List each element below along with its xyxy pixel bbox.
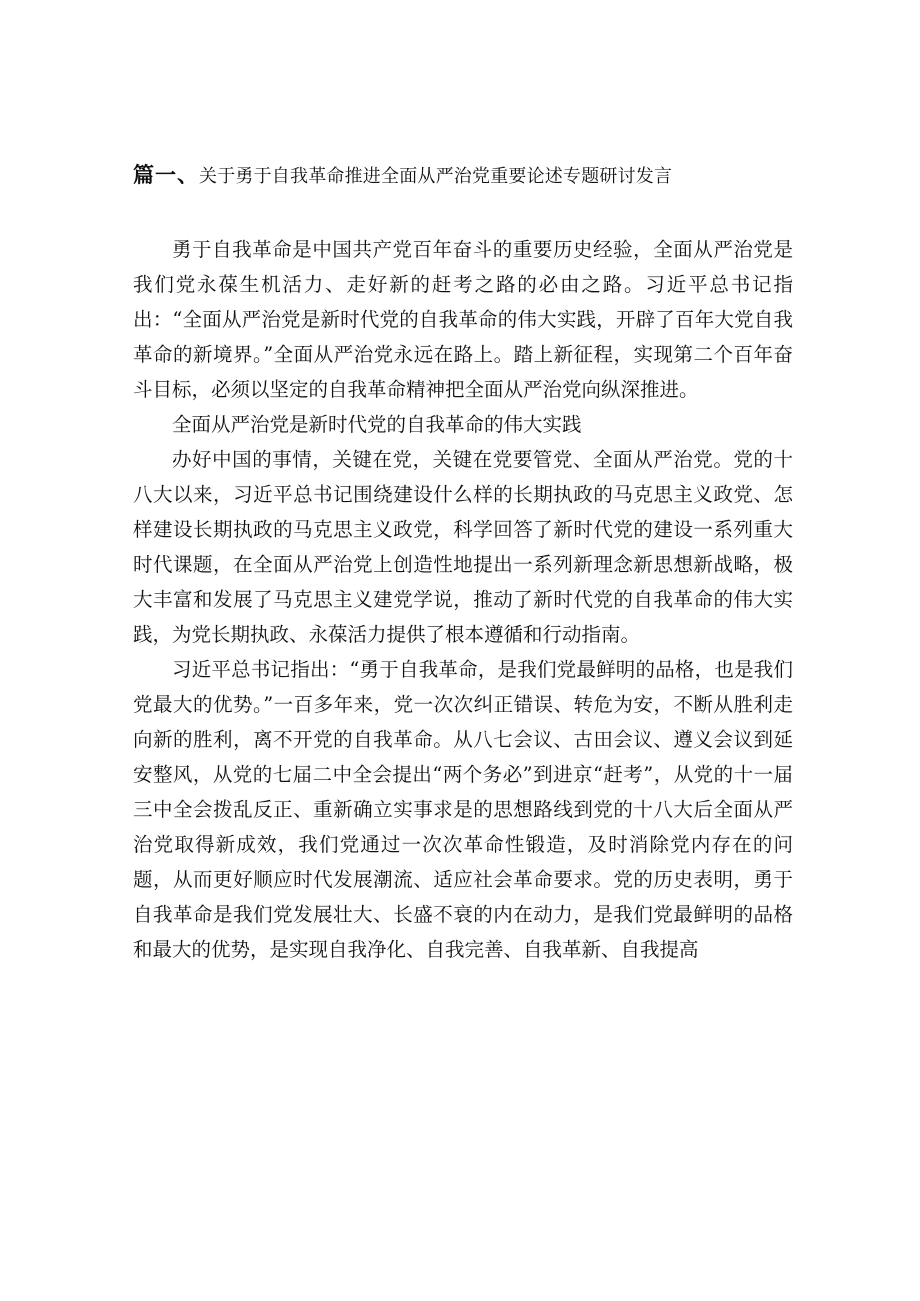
paragraph: 办好中国的事情，关键在党，关键在党要管党、全面从严治党。党的十八大以来，习近平总书记围绕建设什么样的长期执政的马克思主义政党、怎样建设长期执政的马克思主义政党，科学回答了新时代党的建设一系列重大时代课题，在全面从严治党上创造性地提出一系列新理念新思想新战略，极大丰富和发展了马克思主义建党学说，推动了新时代党的自我革命的伟大实践，为党长期执政、永葆活力提供了根本遵循和行动指南。 [133,448,793,646]
title-prefix: 篇一、 [133,163,199,187]
document-body [133,232,793,967]
title-text: 关于勇于自我革命推进全面从严治党重要论述专题研讨发言 [199,166,673,187]
paragraph-intro: 勇于自我革命是中国共产党百年奋斗的重要历史经验，全面从严治党是我们党永葆生机活力、走好新的赶考之路的必由之路。习近平总书记指出：“全面从严治党是新时代党的自我革命的伟大实践，开辟了百年大党自我革命的新境界。”全面从严治党永远在路上。踏上新征程，实现第二个百年奋斗目标，必须以坚定的自我革命精神把全面从严治党向纵深推进。 [133,238,793,401]
section-heading: 全面从严治党是新时代党的自我革命的伟大实践 [172,413,582,436]
document-title [133,160,833,190]
paragraph: 习近平总书记指出：“勇于自我革命，是我们党最鲜明的品格，也是我们党最大的优势。”一百多年来，党一次次纠正错误、转危为安，不断从胜利走向新的胜利，离不开党的自我革命。从八七会议、古田会议、遵义会议到延安整风，从党的七届二中全会提出“两个务必”到进京“赶考”，从党的十一届三中全会拨乱反正、重新确立实事求是的思想路线到党的十八大后全面从严治党取得新成效，我们党通过一次次革命性锻造，及时消除党内存在的问题，从而更好顺应时代发展潮流、适应社会革命要求。党的历史表明，勇于自我革命是我们党发展壮大、长盛不衰的内在动力，是我们党最鲜明的品格和最大的优势，是实现自我净化、自我完善、自我革新、自我提高 [133,658,793,961]
